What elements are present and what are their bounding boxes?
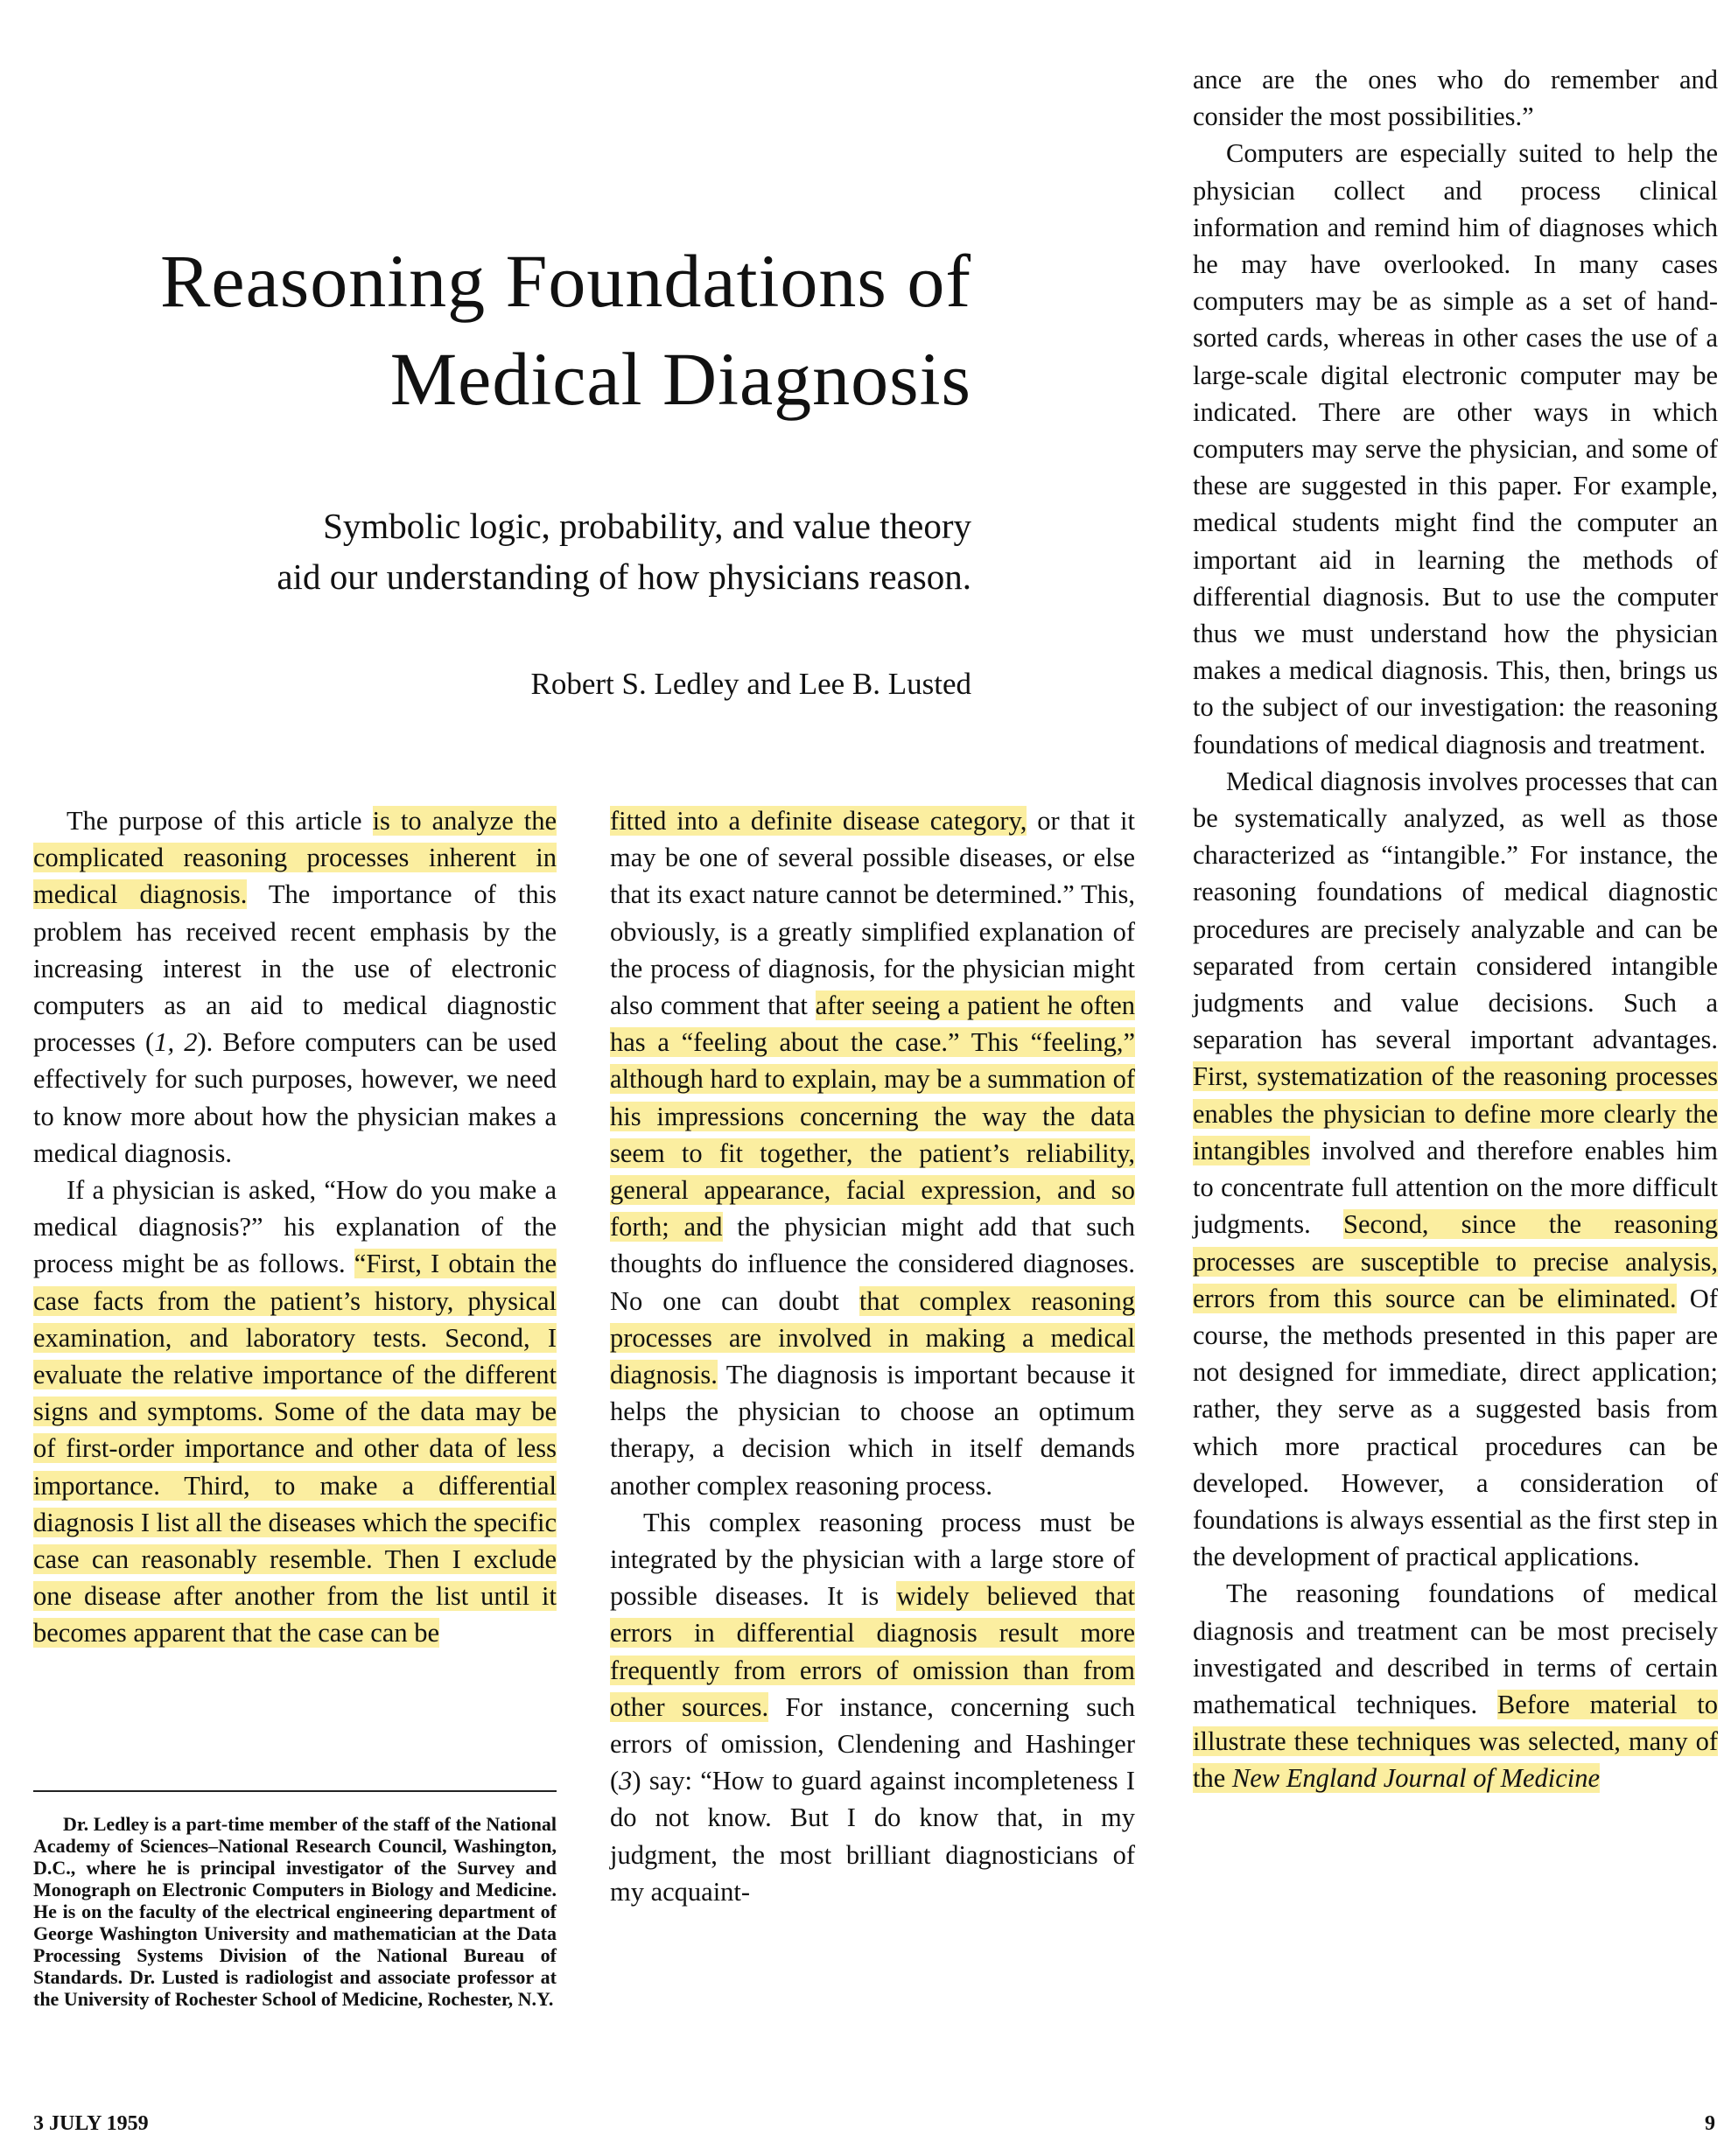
subtitle-line-2: aid our understanding of how physicians reason. <box>277 556 971 597</box>
text-run: the physician might add that such thoughts do influence the considered diagnoses. No one can doubt <box>610 1212 1135 1316</box>
paragraph <box>610 802 1135 1504</box>
text-run: If a physician is asked, “How do you make a medical diagnosis?” his explanation of the process might be as follows. <box>33 1175 557 1279</box>
text-run: ). Before computers can be used effectively for such purposes, however, we need to know more about how the physician makes a medical diagnosis. <box>33 1027 557 1168</box>
highlighted-text: Before material to illustrate these techniques was selected, many of the <box>1193 1689 1718 1794</box>
paragraph <box>33 1172 557 1652</box>
author-byline: Robert S. Ledley and Lee B. Lusted <box>530 667 971 701</box>
paragraph <box>1193 763 1718 1575</box>
column-2 <box>610 802 1135 1910</box>
text-run: This complex reasoning process must be integrated by the physician with a large store of possible diseases. It is <box>610 1507 1135 1612</box>
text-run: Of course, the methods presented in this paper are not designed for immediate, direct application; rather, they serve as a suggested basis from which more practical procedures can be developed. However, a consideration of foundations is always essential as the first step in the development of practical applications. <box>1193 1283 1718 1572</box>
column-1 <box>33 802 557 1652</box>
paragraph <box>610 1504 1135 1910</box>
paragraph: ance are the ones who do remember and consider the most possibilities.” <box>1193 65 1718 132</box>
text-run: or that it may be one of several possible diseases, or else that its exact nature cannot be determined.” This, obviously, is a greatly simplified explanation of the process of diagnosis, for the physician might also comment that <box>610 806 1136 1021</box>
reference-number: 3 <box>619 1766 633 1796</box>
highlighted-text: First, systematization of the reasoning processes enables the physician to define more clearly the intangibles <box>1193 1061 1718 1166</box>
highlighted-text: widely believed that errors in differential diagnosis result more frequently from errors of omission than from other sources. <box>610 1581 1135 1722</box>
highlighted-text: that complex reasoning processes are involved in making a medical diagnosis. <box>610 1285 1135 1390</box>
text-run: Medical diagnosis involves processes that can be systematically analyzed, as well as those characterized as “intangible.” For instance, the reasoning foundations of medical diagnostic procedures are precisely analyzable and can be separated from certain considered intangible judgments and value decisions. Such a separation has several important advantages. <box>1193 766 1718 1055</box>
paragraph: Computers are especially suited to help the physician collect and process clinical information and remind him of diagnoses which he may have overlooked. In many cases computers may be as simple as a set of hand-sorted cards, whereas in other cases the use of a large-scale digital electronic computer may be indicated. There are other ways in which computers may serve the physician, and some of these are suggested in this paper. For example, medical students might find the computer an important aid in learning the methods of differential diagnosis. But to use the computer thus we must understand how the physician makes a medical diagnosis. This, then, brings us to the subject of our investigation: the reasoning foundations of medical diagnosis and treatment. <box>1193 138 1718 760</box>
column-3 <box>1193 61 1718 1797</box>
highlighted-text: Second, since the reasoning processes are susceptible to precise analysis, errors from this source can be eliminated. <box>1193 1209 1718 1313</box>
journal-name: New England Journal of Medicine <box>1231 1763 1601 1794</box>
text-run: The diagnosis is important because it helps the physician to choose an optimum therapy, a decision which in itself demands another complex reasoning process. <box>610 1360 1135 1501</box>
article-title <box>105 232 971 428</box>
text-run: The purpose of this article <box>67 806 373 836</box>
text-run: For instance, concerning such errors of omission, Clendening and Hashinger ( <box>610 1691 1136 1796</box>
highlighted-text: is to analyze the complicated reasoning processes inherent in medical diagnosis. <box>33 806 557 910</box>
subtitle-line-1: Symbolic logic, probability, and value theory <box>323 506 971 546</box>
paragraph <box>33 802 557 1172</box>
text-run: The importance of this problem has received recent emphasis by the increasing interest in the use of electronic computers as an aid to medical diagnostic processes ( <box>33 879 557 1058</box>
issue-date: 3 JULY 1959 <box>33 2112 149 2135</box>
text-run: ) say: “How to guard against incompleteness I do not know. But I do know that, in my judgment, the most brilliant diagnosticians of my acquaint- <box>610 1766 1135 1907</box>
article-subtitle <box>105 500 971 602</box>
highlighted-text: fitted into a definite disease category, <box>610 806 1027 836</box>
title-line-2: Medical Diagnosis <box>389 337 971 421</box>
reference-numbers: 1, 2 <box>154 1027 198 1058</box>
highlighted-text: after seeing a patient he often has a “feeling about the case.” This “feeling,” although hard to explain, may be a summation of his impressions concerning the way the data seem to fit together, the patient’s reliability, general appearance, facial expression, and so forth; and <box>610 990 1135 1242</box>
text-run: The reasoning foundations of medical diagnosis and treatment can be most precisely investigated and described in terms of certain mathematical techniques. <box>1193 1578 1718 1719</box>
text-run: involved and therefore enables him to concentrate full attention on the more difficult judgments. <box>1193 1135 1718 1240</box>
author-footnote: Dr. Ledley is a part-time member of the staff of the National Academy of Sciences–National Research Council, Washington, D.C., where he is principal investigator of the Survey and Monograph on Electronic Computers in Biology and Medicine. He is on the faculty of the electrical engineering department of George Washington University and mathematician at the Data Processing Systems Division of the National Bureau of Standards. Dr. Lusted is radiologist and associate professor at the University of Rochester School of Medicine, Rochester, N.Y. <box>33 1813 557 2010</box>
footnote-divider <box>33 1790 557 1792</box>
paragraph <box>1193 1575 1718 1796</box>
highlighted-text: “First, I obtain the case facts from the patient’s history, physical examination, and laboratory tests. Second, I evaluate the relative importance of the different signs and symptoms. Some of the data may be of first-order importance and other data of less importance. Third, to make a differential diagnosis I list all the diseases which the specific case can reasonably resemble. Then I exclude one disease after another from the list until it becomes apparent that the case can be <box>33 1249 557 1648</box>
page-number: 9 <box>1705 2112 1715 2135</box>
title-line-1: Reasoning Foundations of <box>160 239 971 323</box>
